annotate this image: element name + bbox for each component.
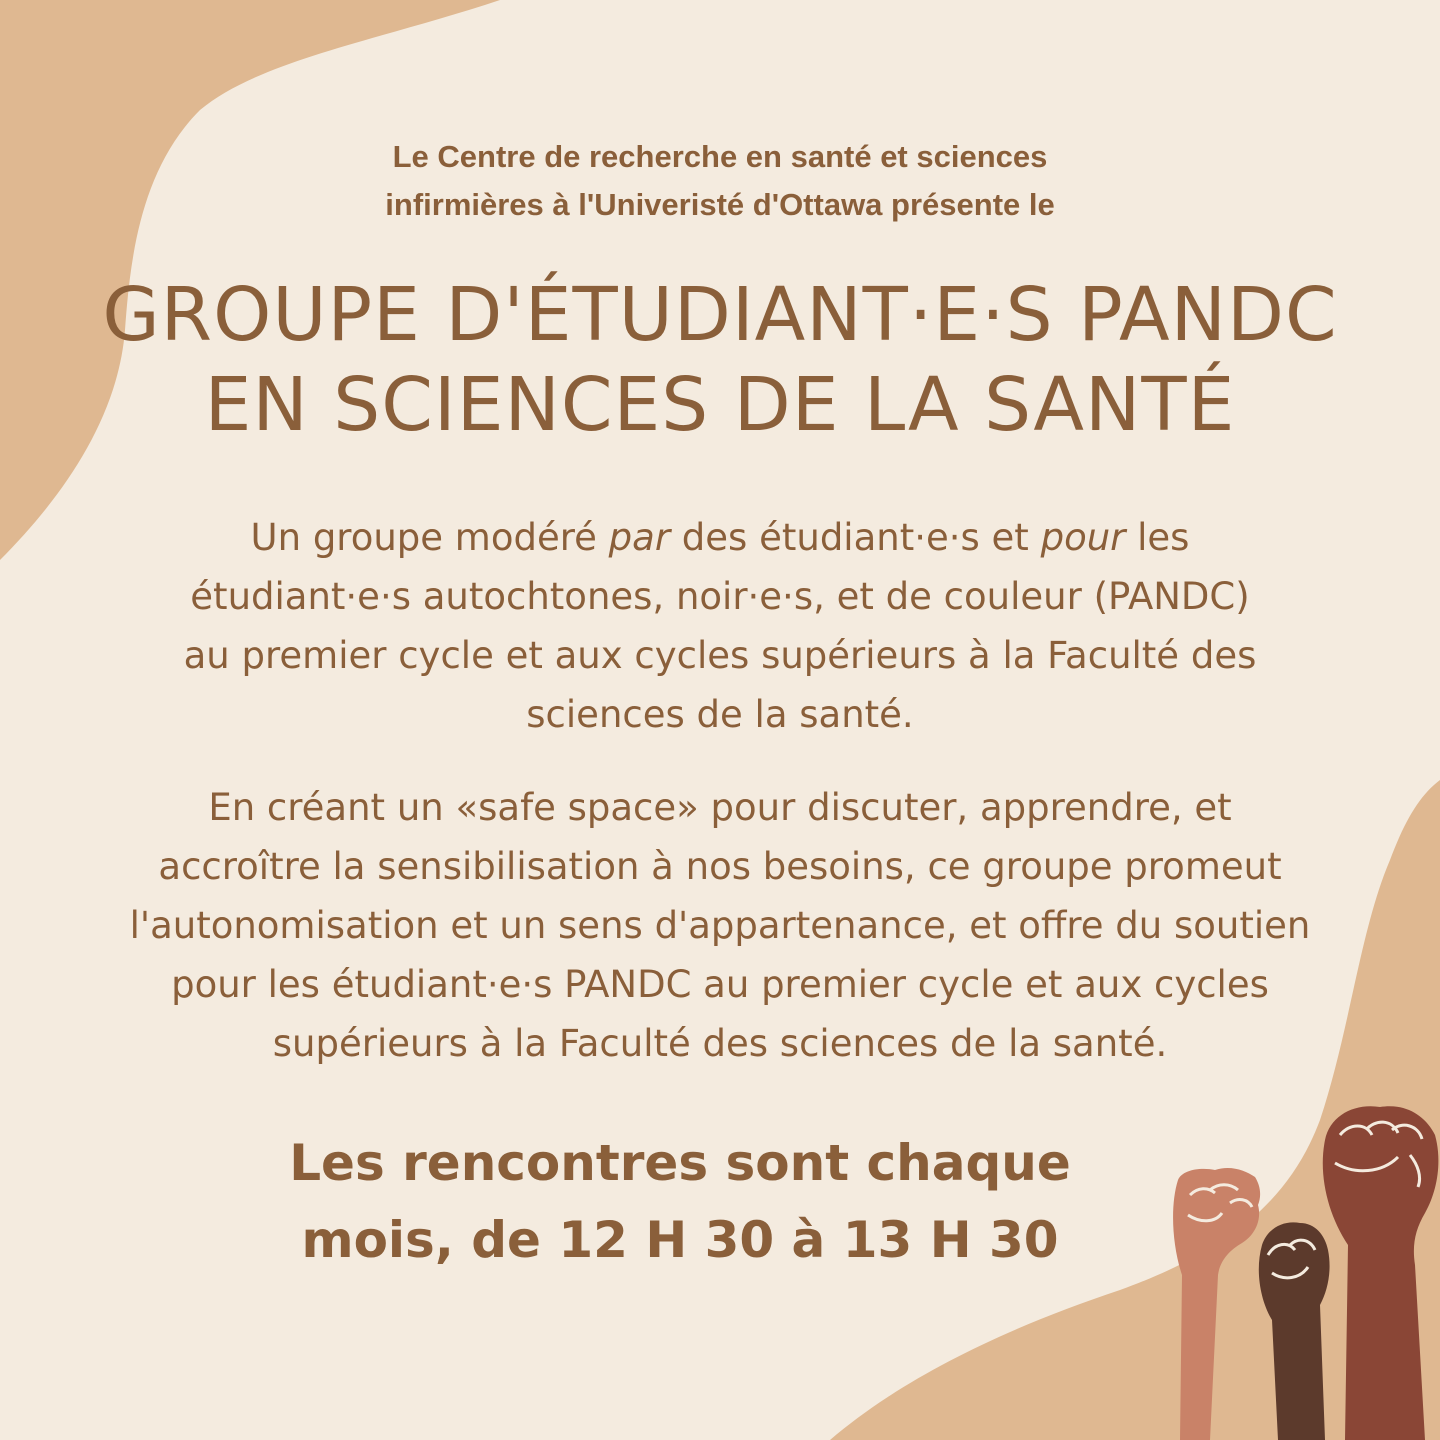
meeting-line-2: mois, de 12 H 30 à 13 H 30 [301, 1211, 1059, 1269]
title-line-1: GROUPE D'ÉTUDIANT·E·S PANDC [102, 272, 1338, 358]
text-fragment: des étudiant·e·s et [670, 516, 1041, 559]
page-title [60, 270, 1380, 450]
mission-line-5: supérieurs à la Faculté des sciences de la santé. [272, 1022, 1168, 1065]
text-fragment: les [1125, 516, 1190, 559]
title-line-2: EN SCIENCES DE LA SANTÉ [204, 362, 1236, 448]
mission-line-2: accroître la sensibilisation à nos besoins, ce groupe promeut [158, 845, 1282, 888]
description-paragraph [60, 508, 1380, 744]
intro-line-2: infirmières à l'Univeristé d'Ottawa présente le [385, 187, 1055, 222]
description-line-2: étudiant·e·s autochtones, noir·e·s, et de couleur (PANDC) [190, 575, 1250, 618]
mission-line-4: pour les étudiant·e·s PANDC au premier cycle et aux cycles [171, 963, 1269, 1006]
meeting-schedule [230, 1125, 1130, 1279]
description-line-1 [60, 508, 1380, 567]
text-fragment: Un groupe modéré [250, 516, 609, 559]
description-line-3: au premier cycle et aux cycles supérieurs à la Faculté des [183, 634, 1257, 677]
light-fist-icon [1173, 1168, 1260, 1440]
mission-line-3: l'autonomisation et un sens d'appartenance, et offre du soutien [129, 904, 1311, 947]
mission-line-1: En créant un «safe space» pour discuter, apprendre, et [208, 786, 1232, 829]
meeting-line-1: Les rencontres sont chaque [289, 1134, 1071, 1192]
mission-paragraph [60, 778, 1380, 1073]
emphasis-par: par [608, 516, 671, 559]
description-line-4: sciences de la santé. [526, 693, 914, 736]
raised-fists-icon [1160, 1095, 1440, 1440]
dark-fist-icon [1259, 1222, 1330, 1440]
presenter-intro [260, 133, 1180, 229]
intro-line-1: Le Centre de recherche en santé et sciences [392, 139, 1048, 174]
medium-fist-icon [1323, 1106, 1439, 1440]
emphasis-pour: pour [1040, 516, 1126, 559]
